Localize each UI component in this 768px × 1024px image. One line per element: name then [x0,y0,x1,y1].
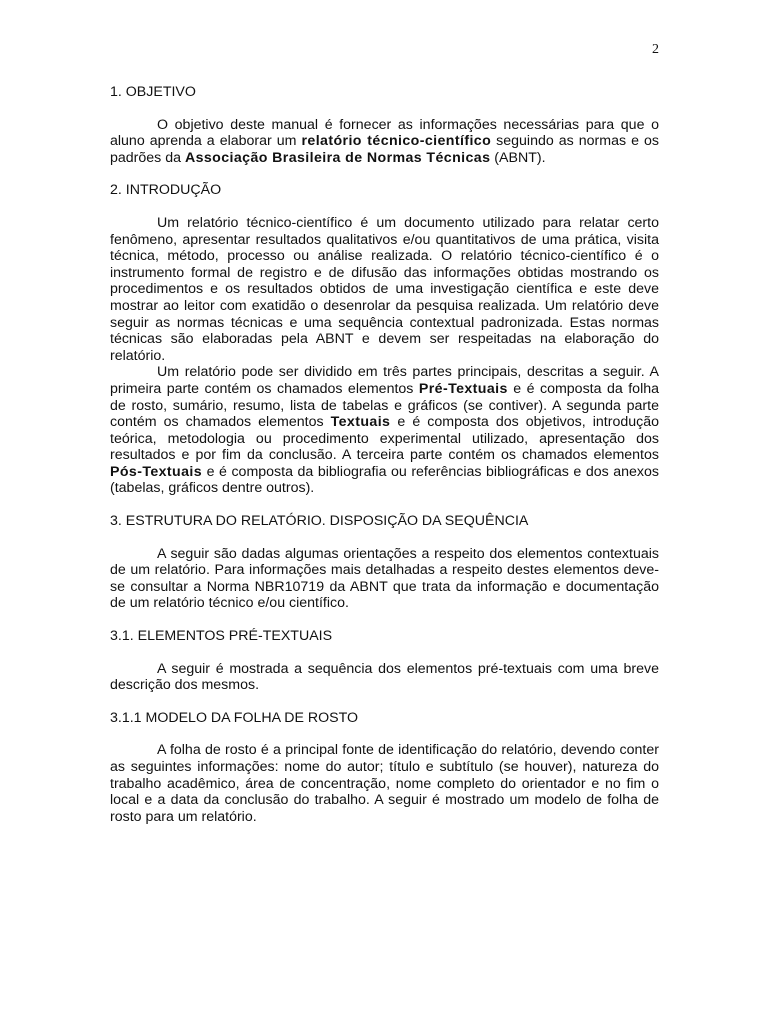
section-heading-objetivo: 1. OBJETIVO [110,84,196,100]
section-heading-folha-rosto: 3.1.1 MODELO DA FOLHA DE ROSTO [110,709,359,726]
introducao-paragraph-2 [110,364,659,497]
introducao-text-e: e é composta da bibliografia ou referências bibliográficas e dos anexos (tabelas, gráficos dentre outros). [110,463,659,497]
introducao-bold-pos-textuais: Pós-Textuais [110,463,203,480]
estrutura-paragraph: A seguir são dadas algumas orientações a respeito dos elementos contextuais de um relatório. Para informações mais detalhadas a respeito destes elementos deve-se consultar a Norma NBR10719 da ABNT que trata da informação e documentação de um relatório técnico e/ou científico. [110,545,659,612]
introducao-text-d: e é composta dos objetivos, introdução teórica, metodologia ou procedimento experimental utilizado, apresentação dos resultados e por fim da conclusão. A terceira parte contém os chamados elementos [110,414,659,464]
introducao-bold-pre-textuais: Pré-Textuais [418,380,508,397]
objetivo-text-d: (ABNT). [490,149,546,166]
introducao-bold-textuais: Textuais [330,414,391,431]
introducao-paragraph-1: Um relatório técnico-científico é um documento utilizado para relatar certo fenômeno, apresentar resultados qualitativos e/ou quantitativos de uma prática, visita técnica, método, processo ou análise realizada. O relatório técnico-científico é o instrumento formal de registro e de difusão das informações obtidas mostrando os procedimentos e os resultados obtidos de uma investigação científica e este deve mostrar ao leitor com exatidão o desenrolar da pesquisa realizada. Um relatório deve seguir as normas técnicas e uma sequência contextual padronizada. Estas normas técnicas são elaboradas pela ABNT e devem ser respeitadas na elaboração do relatório. [110,214,659,364]
section-heading-estrutura: 3. ESTRUTURA DO RELATÓRIO. DISPOSIÇÃO DA SEQUÊNCIA [110,513,529,530]
section-heading-introducao: 2. INTRODUÇÃO [110,182,222,199]
objetivo-text-a: O objetivo deste manual é fornecer as informações necessárias para que o aluno aprenda a elaborar um [110,116,659,150]
document-body [110,84,659,841]
page-number: 2 [652,42,659,57]
objetivo-paragraph [110,117,659,167]
objetivo-bold-relatorio: relatório técnico-científico [301,133,492,150]
objetivo-text-c: seguindo as normas e os padrões da [110,133,659,166]
section-heading-pre-textuais: 3.1. ELEMENTOS PRÉ-TEXTUAIS [110,628,333,645]
introducao-text-a: Um relatório pode ser dividido em três partes principais, descritas a seguir. A primeira parte contém os chamados elementos [110,364,659,397]
objetivo-bold-abnt: Associação Brasileira de Normas Técnicas [184,149,491,166]
pre-textuais-paragraph: A seguir é mostrada a sequência dos elementos pré-textuais com uma breve descrição dos mesmos. [110,660,659,694]
introducao-text-c: e é composta da folha de rosto, sumário, resumo, lista de tabelas e gráficos (se contiver). A segunda parte contém os chamados elementos [110,380,660,431]
folha-rosto-paragraph: A folha de rosto é a principal fonte de identificação do relatório, devendo conter as seguintes informações: nome do autor; título e subtítulo (se houver), natureza do trabalho acadêmico, área de concentração, nome completo do orientador e no fim o local e a data da conclusão do trabalho. A seguir é mostrado um modelo de folha de rosto para um relatório. [110,742,659,825]
